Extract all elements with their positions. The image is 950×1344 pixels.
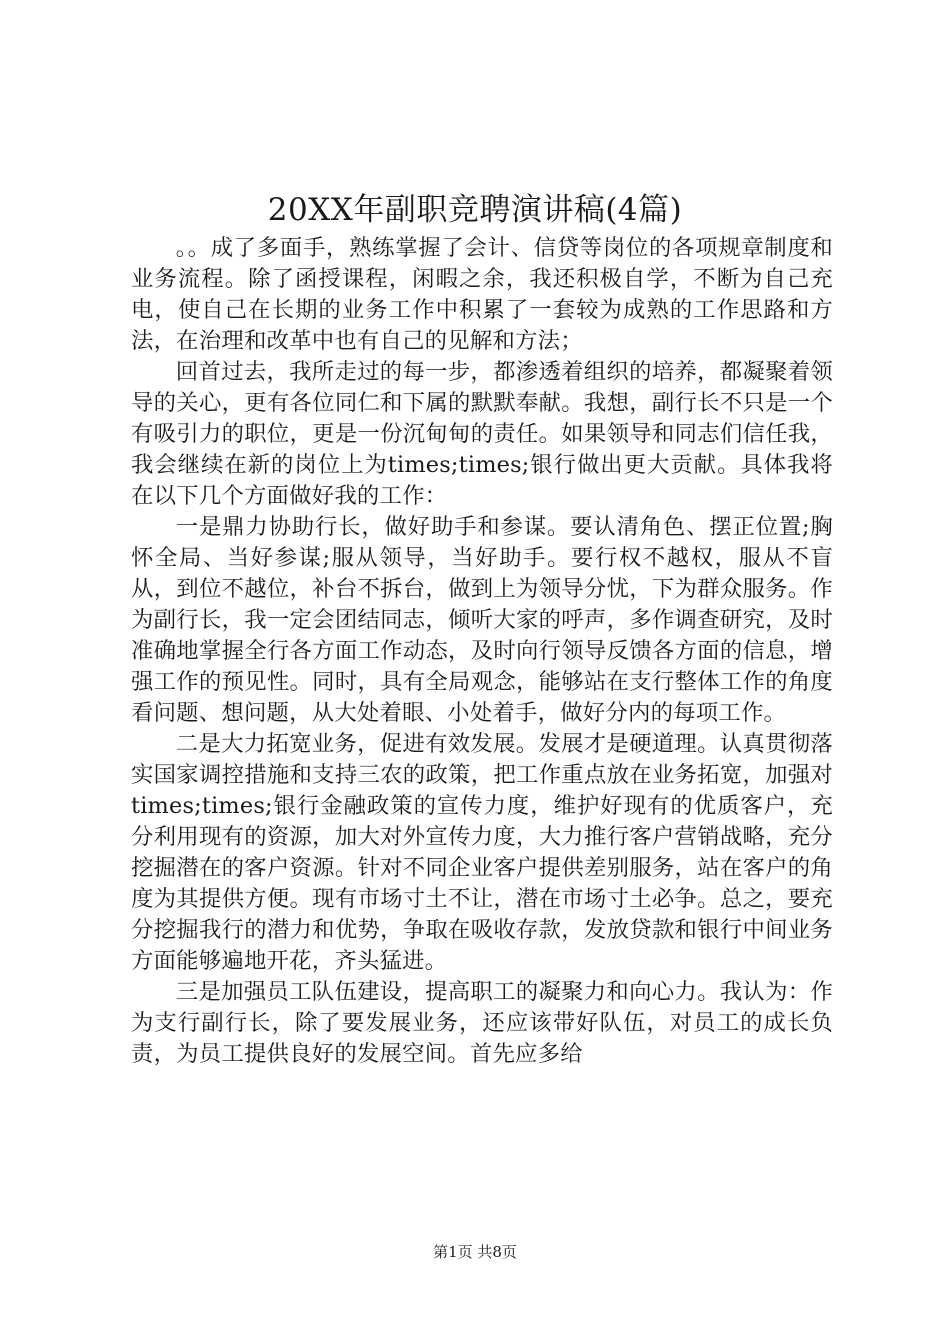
document-title: 20XX年副职竞聘演讲稿(4篇) (267, 192, 683, 228)
body-paragraph: 。。成了多面手，熟练掌握了会计、信贷等岗位的各项规章制度和业务流程。除了函授课程，闲暇之余，我还积极自学，不断为自己充电，使自己在长期的业务工作中积累了一套较为成熟的工作思路和方法，在治理和改革中也有自己的见解和方法； (131, 235, 833, 354)
body-paragraph: 二是大力拓宽业务，促进有效发展。发展才是硬道理。认真贯彻落实国家调控措施和支持三农的政策，把工作重点放在业务拓宽，加强对times;times;银行金融政策的宣传力度，维护好现有的优质客户，充分利用现有的资源，加大对外宣传力度，大力推行客户营销战略，充分挖掘潜在的客户资源。针对不同企业客户提供差别服务，站在客户的角度为其提供方便。现有市场寸土不让，潜在市场寸土必争。总之，要充分挖掘我行的潜力和优势，争取在吸收存款，发放贷款和银行中间业务方面能够遍地开花，齐头猛进。 (131, 731, 833, 974)
body-paragraph: 回首过去，我所走过的每一步，都渗透着组织的培养，都凝聚着领导的关心，更有各位同仁和下属的默默奉献。我想，副行长不只是一个有吸引力的职位，更是一份沉甸甸的责任。如果领导和同志们信任我，我会继续在新的岗位上为times;times;银行做出更大贡献。具体我将在以下几个方面做好我的工作： (131, 359, 833, 509)
body-paragraph: 一是鼎力协助行长，做好助手和参谋。要认清角色、摆正位置;胸怀全局、当好参谋;服从领导，当好助手。要行权不越权，服从不盲从，到位不越位，补台不拆台，做到上为领导分忧，下为群众服务。作为副行长，我一定会团结同志，倾听大家的呼声，多作调查研究，及时准确地掌握全行各方面工作动态，及时向行领导反馈各方面的信息，增强工作的预见性。同时，具有全局观念，能够站在支行整体工作的角度看问题、想问题，从大处着眼、小处着手，做好分内的每项工作。 (131, 514, 833, 726)
document-body (131, 233, 833, 1070)
page-number-footer: 第1页 共8页 (433, 1243, 517, 1261)
body-paragraph: 三是加强员工队伍建设，提高职工的凝聚力和向心力。我认为：作为支行副行长，除了要发展业务，还应该带好队伍，对员工的成长负责，为员工提供良好的发展空间。首先应多给 (131, 979, 833, 1067)
